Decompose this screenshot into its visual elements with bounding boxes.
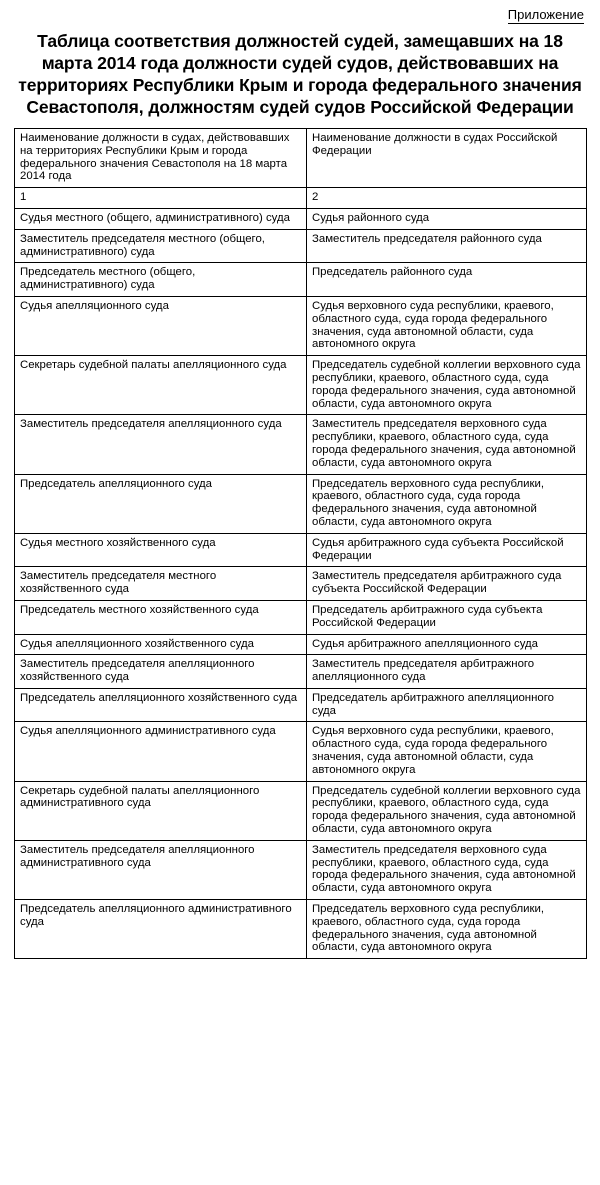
cell-position-new: Судья верховного суда республики, краевого, областного суда, суда города федерального значения, суда автономной области, суда автономного округа — [307, 296, 587, 355]
cell-position-new: Судья верховного суда республики, краевого, областного суда, суда города федерального значения, суда автономной области, суда автономного округа — [307, 722, 587, 781]
cell-position-old: Председатель местного хозяйственного суда — [15, 600, 307, 634]
cell-position-new: Председатель судебной коллегии верховного суда республики, краевого, областного суда, суда города федерального значения, суда автономной области, суда автономного округа — [307, 781, 587, 840]
page-title: Таблица соответствия должностей судей, замещавших на 18 марта 2014 года должности судей судов, действовавших на территориях Республики Крым и города федерального значения Севастополя, должностям судей судов Российской Федерации — [18, 31, 582, 117]
table-row — [15, 722, 587, 781]
cell-position-old: Судья апелляционного административного суда — [15, 722, 307, 781]
cell-position-old: Судья апелляционного суда — [15, 296, 307, 355]
cell-position-old: Председатель местного (общего, административного) суда — [15, 263, 307, 297]
cell-position-old: Судья местного (общего, административного) суда — [15, 208, 307, 229]
table-row — [15, 415, 587, 474]
cell-position-new: Заместитель председателя районного суда — [307, 229, 587, 263]
table-row — [15, 655, 587, 689]
cell-position-new: Заместитель председателя арбитражного суда субъекта Российской Федерации — [307, 567, 587, 601]
cell-position-new: Председатель арбитражного суда субъекта Российской Федерации — [307, 600, 587, 634]
table-row — [15, 533, 587, 567]
table-row — [15, 263, 587, 297]
column-number-2: 2 — [307, 188, 587, 209]
cell-position-new: Судья арбитражного суда субъекта Российской Федерации — [307, 533, 587, 567]
column-header-1: Наименование должности в судах, действовавших на территориях Республики Крым и города федерального значения Севастополя на 18 марта 2014 года — [15, 129, 307, 188]
cell-position-old: Судья апелляционного хозяйственного суда — [15, 634, 307, 655]
cell-position-old: Судья местного хозяйственного суда — [15, 533, 307, 567]
table-row — [15, 474, 587, 533]
correspondence-table — [14, 128, 587, 959]
cell-position-old: Секретарь судебной палаты апелляционного административного суда — [15, 781, 307, 840]
cell-position-old: Секретарь судебной палаты апелляционного суда — [15, 356, 307, 415]
table-row — [15, 634, 587, 655]
cell-position-old: Председатель апелляционного хозяйственного суда — [15, 688, 307, 722]
cell-position-old: Заместитель председателя апелляционного хозяйственного суда — [15, 655, 307, 689]
cell-position-old: Заместитель председателя местного (общего, административного) суда — [15, 229, 307, 263]
cell-position-old: Заместитель председателя местного хозяйственного суда — [15, 567, 307, 601]
cell-position-old: Председатель апелляционного административного суда — [15, 900, 307, 959]
cell-position-new: Председатель верховного суда республики, краевого, областного суда, суда города федерального значения, суда автономной области, суда автономного округа — [307, 474, 587, 533]
column-number-1: 1 — [15, 188, 307, 209]
cell-position-new: Председатель верховного суда республики, краевого, областного суда, суда города федерального значения, суда автономной области, суда автономного округа — [307, 900, 587, 959]
table-row — [15, 688, 587, 722]
cell-position-new: Заместитель председателя арбитражного апелляционного суда — [307, 655, 587, 689]
table-row — [15, 600, 587, 634]
column-header-2: Наименование должности в судах Российской Федерации — [307, 129, 587, 188]
cell-position-old: Заместитель председателя апелляционного административного суда — [15, 840, 307, 899]
table-row — [15, 840, 587, 899]
cell-position-new: Судья арбитражного апелляционного суда — [307, 634, 587, 655]
table-row — [15, 208, 587, 229]
table-row — [15, 900, 587, 959]
table-column-number-row — [15, 188, 587, 209]
table-row — [15, 356, 587, 415]
cell-position-new: Заместитель председателя верховного суда республики, краевого, областного суда, суда города федерального значения, суда автономной области, суда автономного округа — [307, 840, 587, 899]
cell-position-old: Заместитель председателя апелляционного суда — [15, 415, 307, 474]
table-header-row — [15, 129, 587, 188]
cell-position-new: Судья районного суда — [307, 208, 587, 229]
appendix-label: Приложение — [507, 7, 584, 22]
table-row — [15, 296, 587, 355]
table-row — [15, 229, 587, 263]
appendix-row — [14, 6, 586, 24]
cell-position-new: Председатель судебной коллегии верховного суда республики, краевого, областного суда, суда города федерального значения, суда автономной области, суда автономного округа — [307, 356, 587, 415]
cell-position-new: Председатель районного суда — [307, 263, 587, 297]
table-row — [15, 567, 587, 601]
cell-position-new: Заместитель председателя верховного суда республики, краевого, областного суда, суда города федерального значения, суда автономной области, суда автономного округа — [307, 415, 587, 474]
cell-position-old: Председатель апелляционного суда — [15, 474, 307, 533]
table-row — [15, 781, 587, 840]
cell-position-new: Председатель арбитражного апелляционного суда — [307, 688, 587, 722]
